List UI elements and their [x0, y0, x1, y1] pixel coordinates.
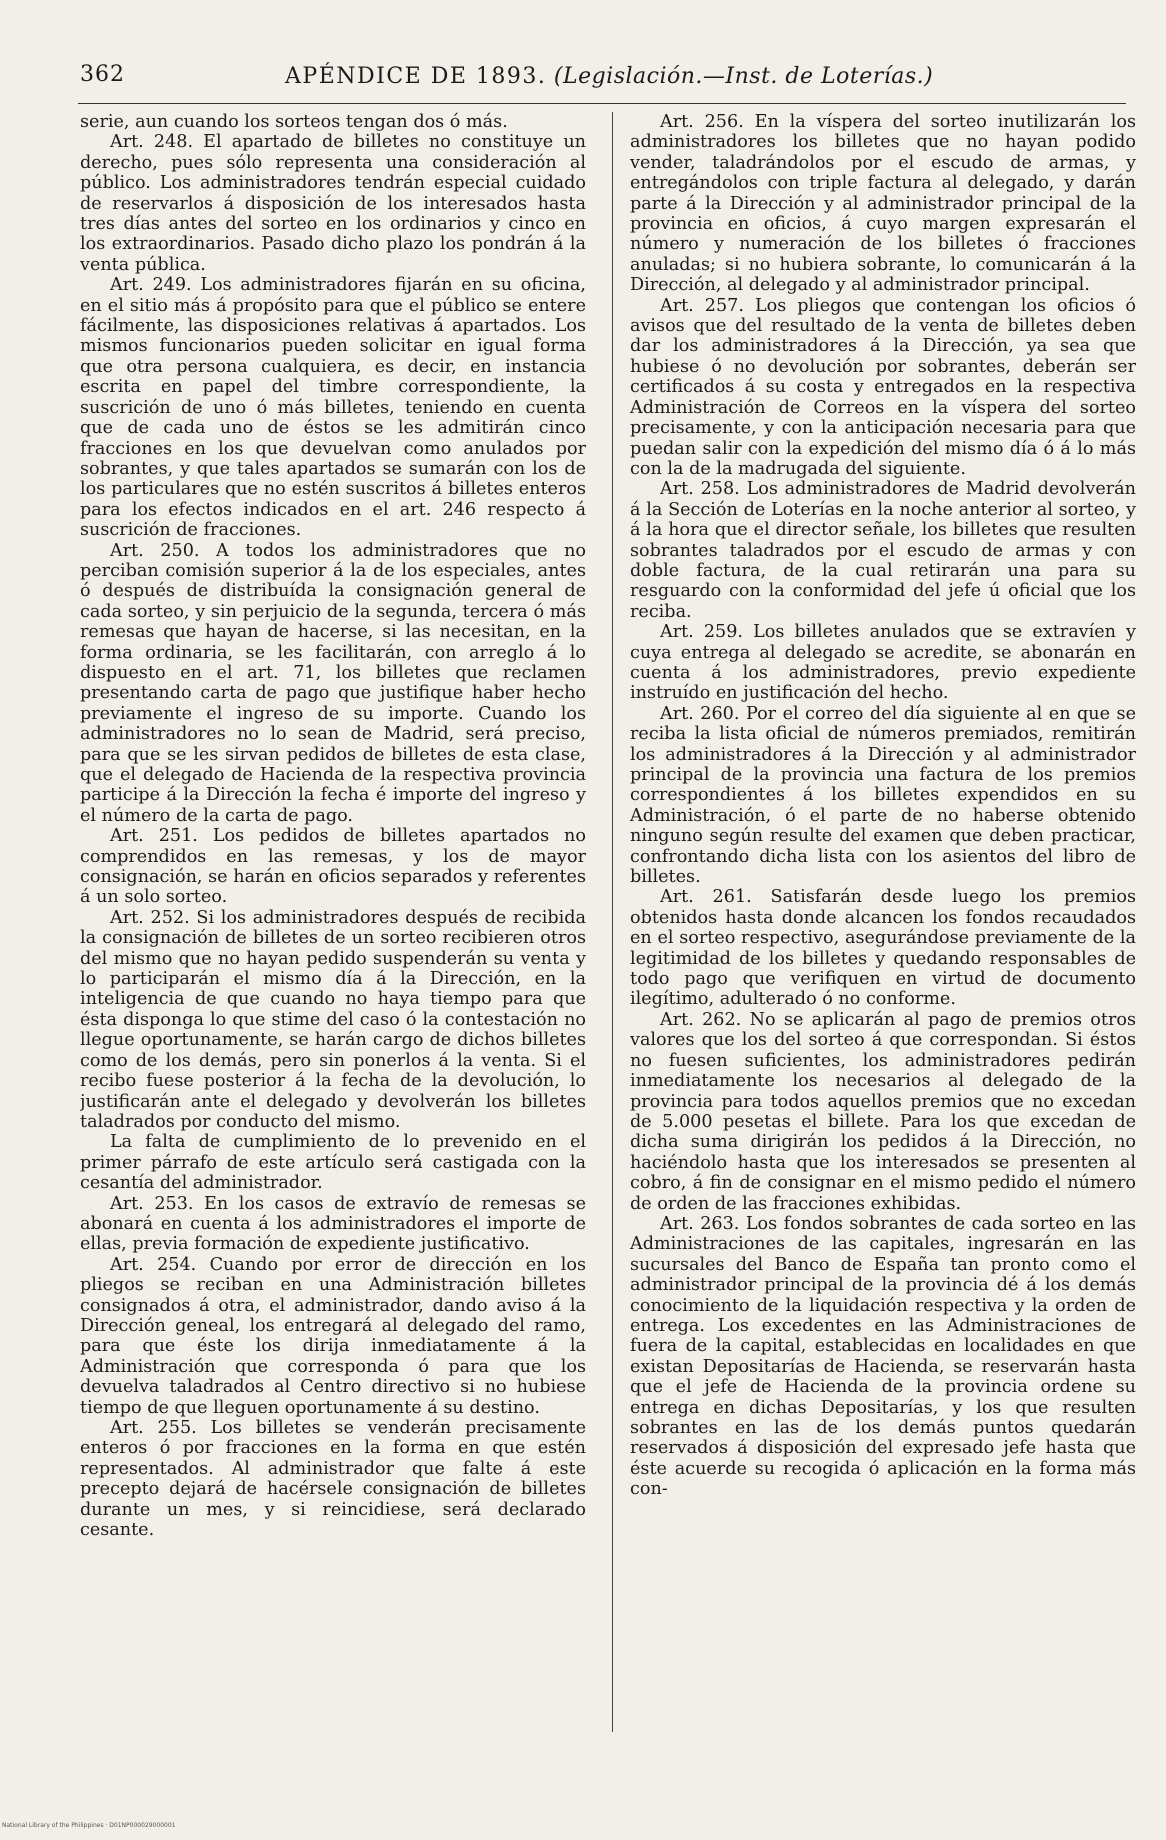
- article-251: Art. 251. Los pedidos de billetes apartados no comprendidos en las remesas, y los de mayor consignación, se harán en oficios separados y referentes á un solo sorteo.: [80, 826, 586, 908]
- article-254: Art. 254. Cuando por error de dirección en los pliegos se reciban en una Administración billetes consignados á otra, el administrador, dando aviso á la Dirección geneal, los entregará al delegado del ramo, para que éste los dirija inmediatamente á la Administración que corresponda ó para que los devuelva taladrados al Centro directivo si no hubiese tiempo de que lleguen oportunamente á su destino.: [80, 1254, 586, 1418]
- paragraph-continuation: serie, aun cuando los sorteos tengan dos ó más.: [80, 112, 508, 132]
- right-column: [630, 112, 1136, 1732]
- article-256: Art. 256. En la víspera del sorteo inutilizarán los administradores los billetes que no hayan podido vender, taladrándolos por el escudo de armas, y entregándolos con triple factura al delegado, y darán parte á la Dirección y al administrador principal de la provincia en oficios, á cuyo margen expresarán el número y numeración de los billetes ó fracciones anuladas; si no hubiera sobrante, lo comunicarán á la Dirección, al delegado y al administrador principal.: [630, 112, 1136, 296]
- article-262: Art. 262. No se aplicarán al pago de premios otros valores que los del sorteo á que correspondan. Si éstos no fuesen suficientes, los administradores pedirán inmediatamente los necesarios al delegado de la provincia para todos aquellos premios que no excedan de 5.000 pesetas el billete. Para los que excedan de dicha suma dirigirán los pedidos á la Dirección, no haciéndolo hasta que los interesados se presenten al cobro, á fin de consignar en el mismo pedido el número de orden de las fracciones exhibidas.: [630, 1009, 1136, 1214]
- article-259: Art. 259. Los billetes anulados que se extravíen y cuya entrega al delegado se acredite, se abonarán en cuenta á los administradores, previo expediente instruído en justificación del hecho.: [630, 622, 1136, 704]
- article-257: Art. 257. Los pliegos que contengan los oficios ó avisos que del resultado de la venta de billetes deben dar los administradores á la Dirección, ya sea que hubiese ó no devolución por sobrantes, deberán ser certificados á su costa y entregados en la respectiva Administración de Correos en la víspera del sorteo precisamente, y con la anticipación necesaria para que puedan salir con la expedición del mismo día ó á lo más con la de la madrugada del siguiente.: [630, 295, 1136, 479]
- article-260: Art. 260. Por el correo del día siguiente al en que se reciba la lista oficial de números premiados, remitirán los administradores á la Dirección y al administrador principal de la provincia una factura de los premios correspondientes á los billetes expendidos en su Administración, ó el parte de no haberse obtenido ninguno según resulte del examen que deben practicar, confrontando dicha lista con los asientos del libro de billetes.: [630, 703, 1136, 888]
- scan-credit: National Library of the Philippines · D01NP000029000001: [2, 1822, 176, 1829]
- article-258: Art. 258. Los administradores de Madrid devolverán á la Sección de Loterías en la noche anterior al sorteo, y á la hora que el director señale, los billetes que resulten sobrantes taladrados por el escudo de armas y con doble factura, de la cual retirarán una para su resguardo con la conformidad del jefe ú oficial que los reciba.: [630, 479, 1136, 622]
- article-252: Art. 252. Si los administradores después de recibida la consignación de billetes de un sorteo recibieren otros del mismo que no hayan pedido suspenderán su venta y lo participarán el mismo día á la Dirección, en la inteligencia de que cuando no haya tiempo para que ésta disponga lo que stime del caso ó la contestación no llegue oportunamente, se harán cargo de dichos billetes como de los demás, pero sin ponerlos á la venta. Si el recibo fuese posterior á la fecha de la devolución, lo justificarán ante el delegado y devolverán los billetes taladrados por conducto del mismo.: [80, 907, 586, 1132]
- running-title: [285, 64, 933, 89]
- running-title-main: APÉNDICE DE 1893.: [285, 64, 547, 89]
- left-column: [80, 112, 586, 1732]
- article-248: Art. 248. El apartado de billetes no constituye un derecho, pues sólo representa una consideración al público. Los administradores tendrán especial cuidado de reservarlos á disposición de los interesados hasta tres días antes del sorteo en los ordinarios y cinco en los extraordinarios. Pasado dicho plazo los pondrán á la venta pública.: [80, 132, 586, 275]
- article-261: Art. 261. Satisfarán desde luego los premios obtenidos hasta donde alcancen los fondos recaudados en el sorteo respectivo, asegurándose previamente de la legitimidad de los billetes y quedando responsables de todo pago que verifiquen en virtud de documento ilegítimo, adulterado ó no conforme.: [630, 887, 1136, 1010]
- header-rule: [78, 103, 1126, 104]
- page-number: 362: [80, 62, 125, 87]
- article-249: Art. 249. Los administradores fijarán en su oficina, en el sitio más á propósito para que el público se entere fácilmente, las disposiciones relativas á apartados. Los mismos funcionarios pueden solicitar en igual forma que otra persona cualquiera, es decir, en instancia escrita en papel del timbre correspondiente, la suscrición de uno ó más billetes, teniendo en cuenta que de cada uno de éstos se les admitirán cinco fracciones en los que devuelvan como anulados por sobrantes, y que tales apartados se sumarán con los de los particulares que no estén suscritos á billetes enteros para los efectos indicados en el art. 246 respecto á suscrición de fracciones.: [80, 275, 586, 541]
- column-divider: [612, 112, 613, 1732]
- page-header: [80, 62, 1120, 96]
- article-250: Art. 250. A todos los administradores que no perciban comisión superior á la de los especiales, antes ó después de distribuída la consignación general de cada sorteo, y sin perjuicio de la segunda, tercera ó más remesas que hayan de hacerse, si las necesitan, en la forma ordinaria, se les facilitarán, con arreglo á lo dispuesto en el art. 71, los billetes que reclamen presentando carta de pago que justifique haber hecho previamente el ingreso de su importe. Cuando los administradores no lo sean de Madrid, será preciso, para que se les sirvan pedidos de billetes de esta clase, que el delegado de Hacienda de la respectiva provincia participe á la Dirección la fecha é importe del ingreso y el número de la carta de pago.: [80, 540, 586, 826]
- article-252-second-paragraph: La falta de cumplimiento de lo prevenido en el primer párrafo de este artículo será castigada con la cesantía del administrador.: [80, 1132, 586, 1194]
- article-255: Art. 255. Los billetes se venderán precisamente enteros ó por fracciones en la forma en que estén representados. Al administrador que falte á este precepto dejará de hacérsele consignación de billetes durante un mes, y si reincidiese, será declarado cesante.: [80, 1418, 586, 1541]
- article-263: Art. 263. Los fondos sobrantes de cada sorteo en las Administraciones de las capitales, ingresarán en las sucursales del Banco de España tan pronto como el administrador principal de la provincia dé á los demás conocimiento de la liquidación respectiva y la orden de entrega. Los excedentes en las Administraciones de fuera de la capital, establecidas en localidades en que existan Depositarías de Hacienda, se reservarán hasta que el jefe de Hacienda de la provincia ordene su entrega en dichas Depositarías, y los que resulten sobrantes en las de los demás puntos quedarán reservados á disposición del expresado jefe hasta que éste acuerde su recogida ó aplicación en la forma más con-: [630, 1213, 1136, 1500]
- running-title-section: (Legislación.—Inst. de Loterías.): [553, 64, 934, 89]
- article-253: Art. 253. En los casos de extravío de remesas se abonará en cuenta á los administradores el importe de ellas, previa formación de expediente justificativo.: [80, 1193, 586, 1255]
